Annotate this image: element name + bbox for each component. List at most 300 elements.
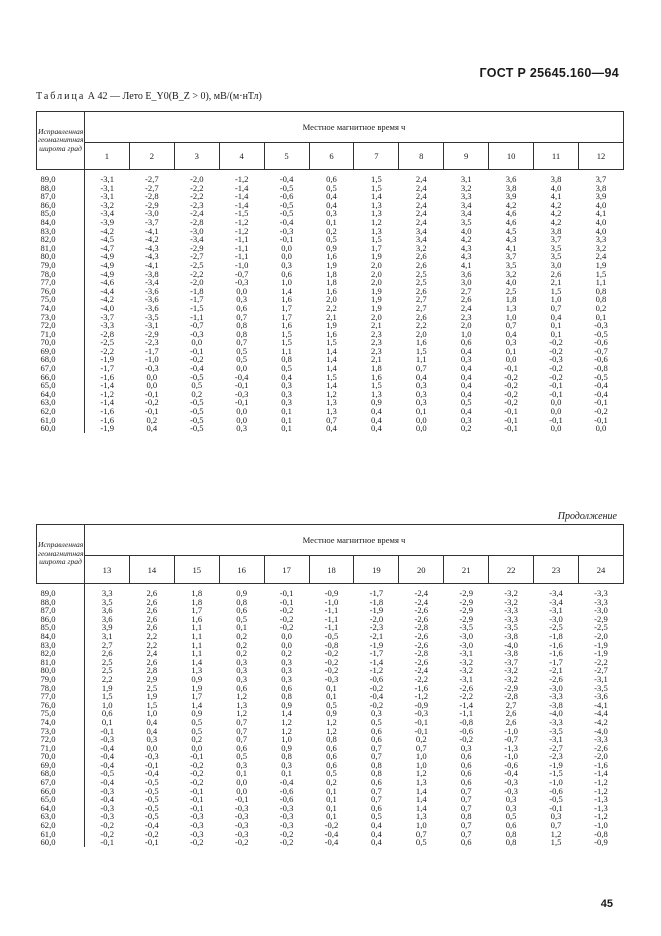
value-cell: -3,6 bbox=[145, 285, 159, 296]
value-cell: -0,2 bbox=[189, 768, 204, 779]
value-cell: -1,6 bbox=[85, 416, 130, 425]
value-cell: 0,4 bbox=[415, 371, 427, 382]
value-cell: 1,8 bbox=[371, 363, 382, 374]
value-cell: -3,3 bbox=[504, 605, 518, 616]
value-cell: 4,1 bbox=[505, 242, 517, 253]
latitude-cell: 72,0 bbox=[40, 320, 56, 331]
value-cell: -0,1 bbox=[549, 414, 563, 425]
value-cell: -2,3 bbox=[549, 751, 563, 762]
value-cell: 2,5 bbox=[146, 682, 158, 693]
data-table-hours-13-24 bbox=[36, 524, 624, 847]
value-cell: 2,1 bbox=[550, 277, 562, 288]
value-cell: -0,2 bbox=[549, 345, 563, 356]
value-cell: 0,6 bbox=[371, 802, 382, 813]
value-cell: -2,9 bbox=[189, 242, 204, 253]
value-cell: -4,4 bbox=[85, 287, 130, 296]
value-cell: 0,3 bbox=[505, 794, 517, 805]
value-cell: -0,4 bbox=[279, 777, 294, 788]
value-cell: 1,4 bbox=[326, 380, 337, 391]
value-cell: -0,6 bbox=[369, 673, 384, 684]
value-cell: -2,2 bbox=[459, 691, 473, 702]
hour-header: 20 bbox=[399, 556, 444, 584]
latitude-cell: 75,0 bbox=[40, 294, 56, 305]
value-cell: 0,1 bbox=[326, 794, 337, 805]
hour-header: 4 bbox=[219, 143, 264, 170]
value-cell: 0,7 bbox=[460, 794, 472, 805]
value-cell: 2,6 bbox=[146, 613, 158, 624]
value-cell: 1,4 bbox=[326, 354, 337, 365]
value-cell: 2,6 bbox=[505, 708, 517, 719]
value-cell: 0,8 bbox=[505, 828, 517, 839]
value-cell: -0,1 bbox=[145, 406, 159, 417]
value-cell: 0,3 bbox=[236, 665, 248, 676]
value-cell: -3,9 bbox=[85, 218, 130, 227]
latitude-cell: 76,0 bbox=[40, 699, 56, 710]
value-cell: -0,3 bbox=[234, 820, 249, 831]
value-cell: -2,6 bbox=[594, 742, 608, 753]
value-cell: 0,6 bbox=[236, 742, 248, 753]
value-cell: 2,6 bbox=[146, 622, 158, 633]
value-cell: -2,5 bbox=[549, 622, 563, 633]
value-cell: 3,5 bbox=[505, 259, 517, 270]
value-cell: -0,5 bbox=[85, 769, 130, 778]
value-cell: -0,6 bbox=[504, 759, 518, 770]
page-number: 45 bbox=[600, 898, 613, 910]
value-cell: 0,1 bbox=[415, 406, 427, 417]
value-cell: 3,8 bbox=[595, 182, 607, 193]
value-cell: -3,5 bbox=[504, 622, 518, 633]
value-cell: 3,0 bbox=[550, 259, 562, 270]
value-cell: -1,8 bbox=[369, 596, 384, 607]
value-cell: 0,0 bbox=[415, 414, 427, 425]
value-cell: -3,6 bbox=[145, 302, 159, 313]
value-cell: -2,6 bbox=[459, 682, 473, 693]
value-cell: 3,7 bbox=[550, 234, 562, 245]
value-cell: 1,5 bbox=[146, 699, 158, 710]
value-cell: -0,8 bbox=[594, 363, 608, 374]
value-cell: 3,5 bbox=[550, 251, 562, 262]
value-cell: -0,1 bbox=[279, 596, 294, 607]
value-cell: 2,0 bbox=[371, 259, 382, 270]
value-cell: -0,3 bbox=[234, 802, 249, 813]
value-cell: 3,5 bbox=[85, 598, 130, 607]
value-cell: 2,6 bbox=[460, 294, 472, 305]
value-cell: -1,7 bbox=[85, 364, 130, 373]
value-cell: -0,5 bbox=[279, 208, 294, 219]
value-cell: -2,7 bbox=[145, 174, 159, 184]
value-cell: -0,4 bbox=[279, 174, 294, 184]
value-cell: 0,6 bbox=[371, 777, 382, 788]
value-cell: 2,0 bbox=[371, 311, 382, 322]
value-cell: 3,4 bbox=[415, 225, 427, 236]
value-cell: -0,3 bbox=[279, 802, 294, 813]
value-cell: 0,9 bbox=[326, 242, 337, 253]
hour-header: 14 bbox=[129, 556, 174, 584]
value-cell: -0,3 bbox=[279, 820, 294, 831]
value-cell: 4,3 bbox=[505, 234, 517, 245]
value-cell: -2,2 bbox=[189, 182, 204, 193]
value-cell: -1,4 bbox=[85, 381, 130, 390]
value-cell: 1,5 bbox=[371, 380, 382, 391]
value-cell: 0,7 bbox=[236, 716, 248, 727]
latitude-cell: 65,0 bbox=[40, 794, 56, 805]
latitude-cell: 87,0 bbox=[40, 191, 56, 202]
value-cell: 0,8 bbox=[460, 811, 472, 822]
latitude-cell: 85,0 bbox=[40, 208, 56, 219]
value-cell: 0,9 bbox=[326, 708, 337, 719]
value-cell: -3,3 bbox=[594, 734, 608, 745]
value-cell: 1,0 bbox=[505, 311, 517, 322]
value-cell: 3,8 bbox=[550, 225, 562, 236]
value-cell: 1,3 bbox=[415, 777, 427, 788]
value-cell: 3,3 bbox=[85, 584, 130, 598]
value-cell: -0,4 bbox=[85, 795, 130, 804]
value-cell: -1,2 bbox=[594, 785, 608, 796]
value-cell: -2,5 bbox=[85, 338, 130, 347]
value-cell: -0,4 bbox=[234, 371, 249, 382]
value-cell: -0,3 bbox=[279, 811, 294, 822]
value-cell: -0,2 bbox=[324, 665, 339, 676]
value-cell: 1,6 bbox=[326, 328, 337, 339]
value-cell: 0,9 bbox=[281, 699, 292, 710]
value-cell: 1,1 bbox=[191, 648, 203, 659]
value-cell: 0,4 bbox=[146, 725, 158, 736]
value-cell: 1,9 bbox=[595, 259, 607, 270]
value-cell: -0,8 bbox=[594, 828, 608, 839]
value-cell: -1,6 bbox=[549, 648, 563, 659]
value-cell: 2,3 bbox=[371, 328, 382, 339]
value-cell: 0,7 bbox=[505, 320, 517, 331]
value-cell: -2,4 bbox=[189, 208, 204, 219]
value-cell: 0,7 bbox=[371, 751, 382, 762]
latitude-cell: 61,0 bbox=[40, 414, 56, 425]
value-cell: 1,6 bbox=[281, 294, 292, 305]
value-cell: -0,5 bbox=[189, 397, 204, 408]
value-cell: 0,2 bbox=[191, 388, 203, 399]
value-cell: 0,7 bbox=[460, 802, 472, 813]
value-cell: 4,0 bbox=[595, 199, 607, 210]
value-cell: -0,2 bbox=[504, 380, 518, 391]
value-cell: 1,6 bbox=[415, 337, 427, 348]
value-cell: -0,5 bbox=[145, 777, 159, 788]
value-cell: 2,3 bbox=[371, 337, 382, 348]
value-cell: -0,2 bbox=[549, 337, 563, 348]
value-cell: -3,4 bbox=[145, 277, 159, 288]
value-cell: -0,2 bbox=[279, 622, 294, 633]
value-cell: 2,5 bbox=[415, 277, 427, 288]
value-cell: -4,2 bbox=[85, 295, 130, 304]
value-cell: -3,0 bbox=[549, 613, 563, 624]
value-cell: -0,2 bbox=[234, 837, 249, 848]
value-cell: -0,3 bbox=[594, 320, 608, 331]
value-cell: 0,9 bbox=[236, 588, 248, 598]
latitude-cell: 89,0 bbox=[40, 174, 56, 184]
latitude-cell: 85,0 bbox=[40, 622, 56, 633]
value-cell: -0,2 bbox=[279, 828, 294, 839]
value-cell: 0,9 bbox=[191, 708, 203, 719]
value-cell: -0,4 bbox=[324, 837, 339, 848]
value-cell: 4,1 bbox=[550, 191, 562, 202]
value-cell: -2,4 bbox=[414, 596, 429, 607]
value-cell: 0,0 bbox=[236, 285, 248, 296]
value-cell: 2,5 bbox=[85, 658, 130, 667]
value-cell: -0,2 bbox=[324, 656, 339, 667]
value-cell: 0,4 bbox=[146, 716, 158, 727]
value-cell: -2,8 bbox=[414, 622, 429, 633]
value-cell: 2,0 bbox=[371, 277, 382, 288]
value-cell: -1,3 bbox=[504, 742, 518, 753]
value-cell: -3,2 bbox=[504, 665, 518, 676]
value-cell: 1,2 bbox=[281, 716, 292, 727]
value-cell: -0,2 bbox=[189, 777, 204, 788]
value-cell: 4,0 bbox=[505, 277, 517, 288]
value-cell: -2,8 bbox=[414, 648, 429, 659]
value-cell: -0,1 bbox=[145, 759, 159, 770]
value-cell: 2,7 bbox=[415, 302, 427, 313]
value-cell: -2,3 bbox=[189, 199, 204, 210]
value-cell: 2,6 bbox=[146, 605, 158, 616]
value-cell: 3,2 bbox=[505, 268, 517, 279]
value-cell: 0,1 bbox=[281, 768, 292, 779]
value-cell: -3,4 bbox=[549, 596, 563, 607]
value-cell: 1,3 bbox=[236, 699, 248, 710]
value-cell: 2,6 bbox=[415, 251, 427, 262]
value-cell: 0,0 bbox=[595, 423, 607, 434]
value-cell: 0,3 bbox=[281, 673, 292, 684]
value-cell: 1,3 bbox=[371, 388, 382, 399]
value-cell: 0,2 bbox=[146, 414, 158, 425]
hour-header: 7 bbox=[354, 143, 399, 170]
value-cell: -4,7 bbox=[85, 244, 130, 253]
value-cell: 0,1 bbox=[550, 328, 562, 339]
value-cell: -0,2 bbox=[189, 759, 204, 770]
value-cell: -2,9 bbox=[504, 682, 518, 693]
value-cell: -0,4 bbox=[279, 216, 294, 227]
value-cell: -1,8 bbox=[549, 630, 563, 641]
value-cell: -2,3 bbox=[369, 622, 384, 633]
value-cell: -4,6 bbox=[85, 278, 130, 287]
value-cell: -0,2 bbox=[279, 613, 294, 624]
value-cell: 0,5 bbox=[191, 380, 203, 391]
latitude-cell: 70,0 bbox=[40, 751, 56, 762]
value-cell: 0,1 bbox=[85, 718, 130, 727]
value-cell: 1,3 bbox=[326, 397, 337, 408]
value-cell: 0,6 bbox=[85, 709, 130, 718]
value-cell: -0,3 bbox=[234, 277, 249, 288]
hour-header: 18 bbox=[309, 556, 354, 584]
value-cell: -1,6 bbox=[85, 373, 130, 382]
value-cell: 0,7 bbox=[371, 785, 382, 796]
value-cell: 1,5 bbox=[326, 371, 337, 382]
latitude-cell: 60,0 bbox=[40, 837, 56, 848]
latitude-cell: 66,0 bbox=[40, 785, 56, 796]
value-cell: 0,3 bbox=[281, 397, 292, 408]
value-cell: 1,6 bbox=[281, 320, 292, 331]
value-cell: -3,3 bbox=[594, 596, 608, 607]
value-cell: -2,0 bbox=[594, 751, 608, 762]
value-cell: -1,1 bbox=[234, 251, 249, 262]
value-cell: 1,9 bbox=[146, 691, 158, 702]
latitude-cell: 77,0 bbox=[40, 277, 56, 288]
value-cell: 0,6 bbox=[505, 820, 517, 831]
value-cell: -1,1 bbox=[324, 613, 339, 624]
value-cell: -0,6 bbox=[459, 725, 473, 736]
value-cell: -2,6 bbox=[414, 656, 429, 667]
value-cell: -3,4 bbox=[549, 588, 563, 598]
value-cell: -1,0 bbox=[594, 820, 608, 831]
value-cell: 2,5 bbox=[85, 666, 130, 675]
value-cell: 0,6 bbox=[460, 768, 472, 779]
value-cell: -1,6 bbox=[594, 759, 608, 770]
value-cell: 0,6 bbox=[236, 682, 248, 693]
value-cell: -1,2 bbox=[234, 174, 249, 184]
value-cell: 4,0 bbox=[460, 225, 472, 236]
value-cell: -0,3 bbox=[145, 363, 159, 374]
value-cell: -3,0 bbox=[189, 225, 204, 236]
value-cell: 1,7 bbox=[371, 242, 382, 253]
value-cell: -0,5 bbox=[189, 371, 204, 382]
value-cell: 0,8 bbox=[371, 759, 382, 770]
value-cell: 2,2 bbox=[326, 302, 337, 313]
value-cell: 0,4 bbox=[371, 414, 382, 425]
hour-header: 19 bbox=[354, 556, 399, 584]
value-cell: -0,1 bbox=[504, 423, 518, 434]
value-cell: -4,2 bbox=[594, 716, 608, 727]
value-cell: 0,0 bbox=[550, 397, 562, 408]
value-cell: 0,8 bbox=[236, 320, 248, 331]
hour-header: 13 bbox=[85, 556, 130, 584]
value-cell: 0,7 bbox=[236, 311, 248, 322]
latitude-cell: 74,0 bbox=[40, 716, 56, 727]
value-cell: -3,8 bbox=[549, 699, 563, 710]
value-cell: -0,1 bbox=[414, 725, 429, 736]
value-cell: 0,4 bbox=[460, 380, 472, 391]
value-cell: -2,4 bbox=[414, 665, 429, 676]
value-cell: 0,0 bbox=[236, 363, 248, 374]
value-cell: -0,4 bbox=[145, 820, 159, 831]
latitude-cell: 82,0 bbox=[40, 648, 56, 659]
value-cell: -0,8 bbox=[459, 716, 473, 727]
value-cell: 0,8 bbox=[326, 734, 337, 745]
latitude-cell: 84,0 bbox=[40, 216, 56, 227]
value-cell: 4,2 bbox=[505, 199, 517, 210]
value-cell: 4,2 bbox=[460, 234, 472, 245]
value-cell: -0,5 bbox=[145, 802, 159, 813]
value-cell: -1,5 bbox=[189, 302, 204, 313]
value-cell: -0,2 bbox=[549, 371, 563, 382]
value-cell: -0,2 bbox=[85, 821, 130, 830]
value-cell: -0,9 bbox=[324, 588, 339, 598]
value-cell: 4,1 bbox=[460, 259, 472, 270]
value-cell: 0,3 bbox=[505, 337, 517, 348]
value-cell: 2,1 bbox=[326, 311, 337, 322]
value-cell: 0,5 bbox=[191, 716, 203, 727]
value-cell: 0,5 bbox=[326, 768, 337, 779]
latitude-cell: 88,0 bbox=[40, 182, 56, 193]
hour-header: 9 bbox=[444, 143, 489, 170]
value-cell: 4,1 bbox=[595, 208, 607, 219]
value-cell: 0,8 bbox=[281, 354, 292, 365]
value-cell: -4,9 bbox=[85, 252, 130, 261]
value-cell: 3,5 bbox=[460, 216, 472, 227]
value-cell: 2,3 bbox=[371, 345, 382, 356]
value-cell: -4,3 bbox=[145, 242, 159, 253]
value-cell: -3,1 bbox=[459, 648, 473, 659]
value-cell: -1,7 bbox=[369, 648, 384, 659]
value-cell: -0,3 bbox=[234, 811, 249, 822]
mlt-header: Местное магнитное время ч bbox=[85, 525, 624, 556]
value-cell: -0,3 bbox=[85, 735, 130, 744]
value-cell: -3,1 bbox=[549, 605, 563, 616]
value-cell: -0,1 bbox=[189, 794, 204, 805]
value-cell: 0,5 bbox=[326, 234, 337, 245]
value-cell: 0,1 bbox=[281, 414, 292, 425]
value-cell: -1,2 bbox=[414, 691, 429, 702]
value-cell: 3,7 bbox=[595, 174, 607, 184]
value-cell: -0,3 bbox=[189, 820, 204, 831]
value-cell: 4,3 bbox=[460, 251, 472, 262]
value-cell: 0,1 bbox=[326, 216, 337, 227]
value-cell: -1,4 bbox=[234, 199, 249, 210]
value-cell: -1,6 bbox=[85, 407, 130, 416]
value-cell: 2,8 bbox=[146, 665, 158, 676]
value-cell: 0,3 bbox=[236, 423, 248, 434]
value-cell: 0,6 bbox=[460, 337, 472, 348]
value-cell: 0,0 bbox=[550, 406, 562, 417]
value-cell: -0,2 bbox=[549, 363, 563, 374]
value-cell: 3,6 bbox=[505, 174, 517, 184]
value-cell: -2,2 bbox=[85, 347, 130, 356]
value-cell: 3,5 bbox=[550, 242, 562, 253]
value-cell: -0,2 bbox=[279, 605, 294, 616]
value-cell: -3,5 bbox=[145, 311, 159, 322]
value-cell: 0,1 bbox=[550, 320, 562, 331]
value-cell: -0,3 bbox=[234, 388, 249, 399]
value-cell: -2,8 bbox=[85, 330, 130, 339]
value-cell: -2,9 bbox=[459, 588, 473, 598]
value-cell: 1,3 bbox=[371, 225, 382, 236]
value-cell: 0,0 bbox=[550, 423, 562, 434]
value-cell: 0,7 bbox=[326, 414, 337, 425]
value-cell: -1,6 bbox=[549, 639, 563, 650]
value-cell: 1,3 bbox=[415, 811, 427, 822]
value-cell: -3,2 bbox=[504, 596, 518, 607]
value-cell: 0,4 bbox=[460, 363, 472, 374]
value-cell: -0,1 bbox=[234, 380, 249, 391]
value-cell: -4,0 bbox=[504, 639, 518, 650]
value-cell: 0,5 bbox=[236, 345, 248, 356]
value-cell: -0,2 bbox=[324, 820, 339, 831]
table-row bbox=[37, 838, 624, 847]
value-cell: -0,5 bbox=[279, 199, 294, 210]
value-cell: -0,3 bbox=[324, 673, 339, 684]
value-cell: 0,2 bbox=[460, 423, 472, 434]
value-cell: 1,8 bbox=[326, 268, 337, 279]
value-cell: -0,1 bbox=[85, 838, 130, 847]
value-cell: -2,1 bbox=[549, 665, 563, 676]
value-cell: 0,5 bbox=[191, 725, 203, 736]
value-cell: -0,1 bbox=[594, 414, 608, 425]
value-cell: -3,0 bbox=[549, 682, 563, 693]
value-cell: 1,0 bbox=[460, 328, 472, 339]
value-cell: 1,7 bbox=[191, 691, 203, 702]
value-cell: 1,9 bbox=[85, 684, 130, 693]
value-cell: -1,9 bbox=[549, 759, 563, 770]
value-cell: 1,4 bbox=[281, 708, 292, 719]
value-cell: -0,3 bbox=[189, 811, 204, 822]
value-cell: -1,0 bbox=[504, 725, 518, 736]
hour-header: 10 bbox=[489, 143, 534, 170]
